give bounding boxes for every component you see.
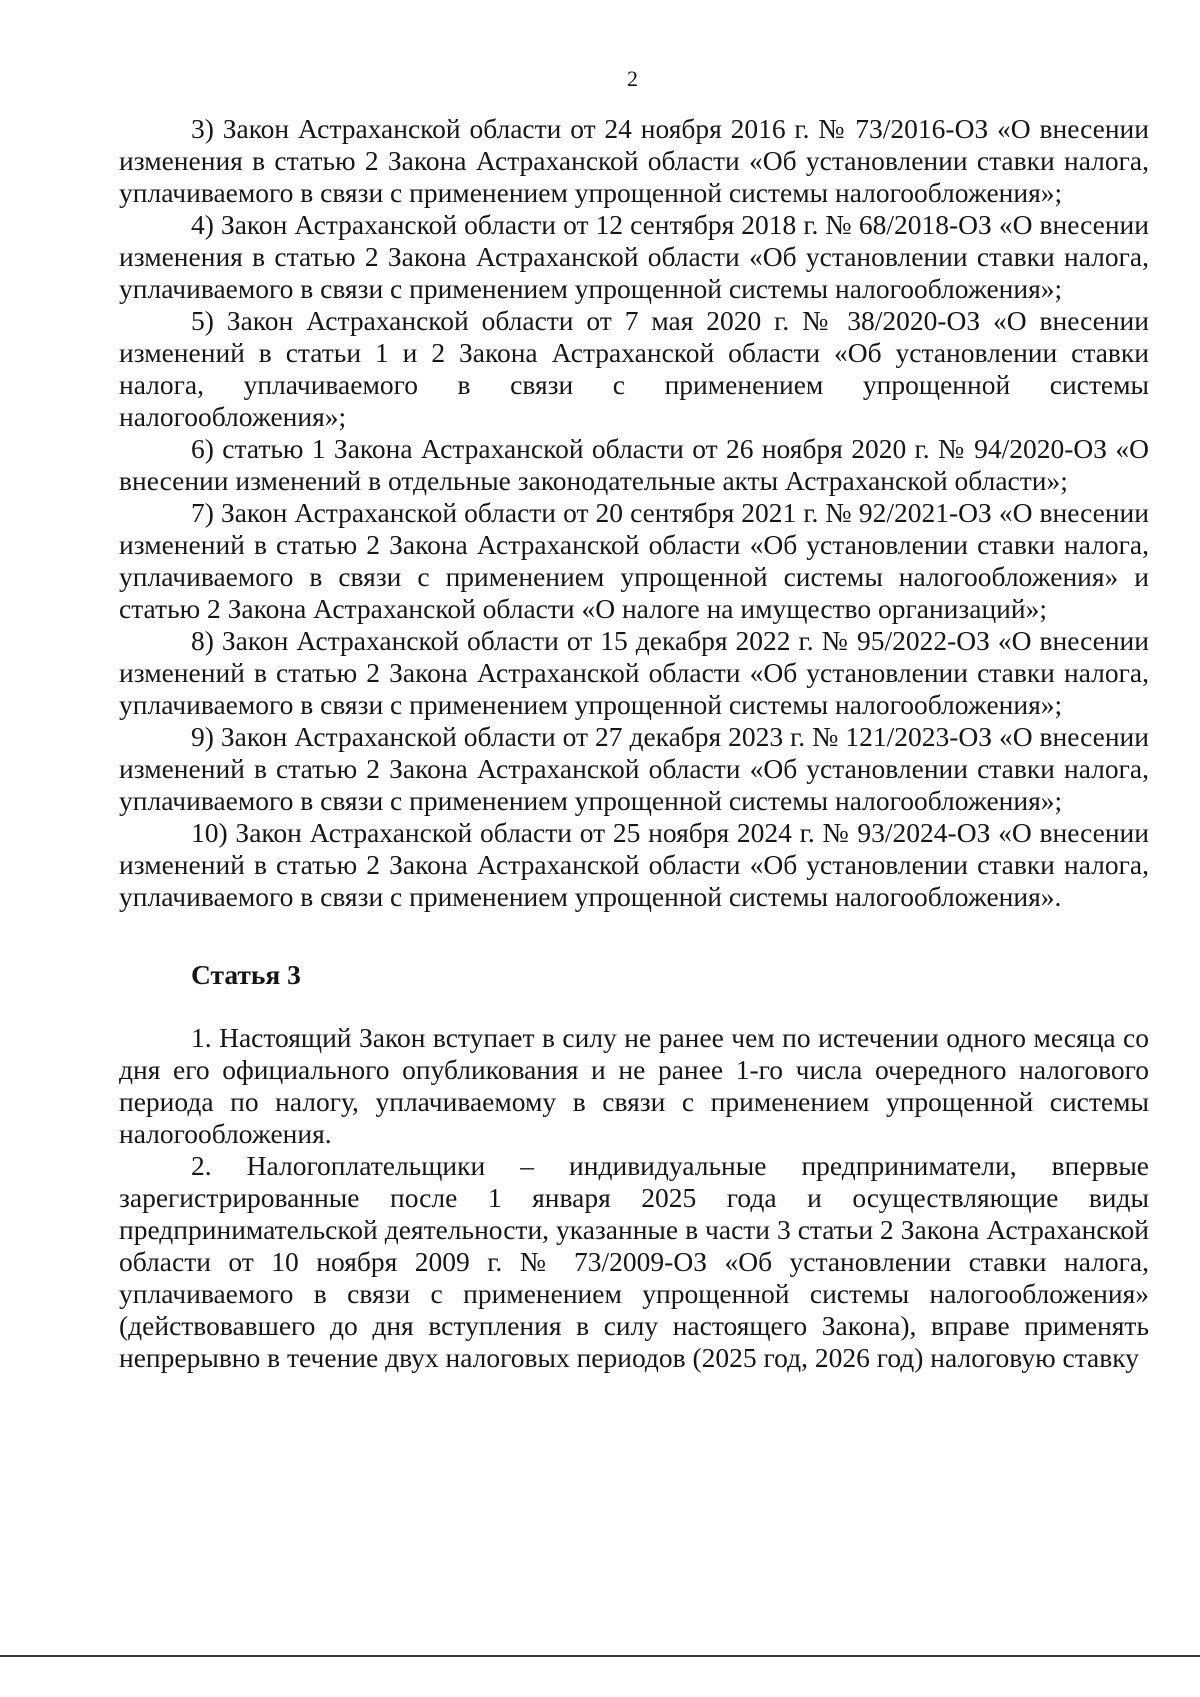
list-item: 4) Закон Астраханской области от 12 сентября 2018 г. № 68/2018-ОЗ «О внесении изменения в статью 2 Закона Астраханской области «Об установлении ставки налога, уплачиваемого в связи с применением упрощенной системы налогообложения»; [119,209,1149,304]
document-body [119,113,1149,1374]
list-item: 6) статью 1 Закона Астраханской области от 26 ноября 2020 г. № 94/2020-ОЗ «О внесении изменений в отдельные законодательные акты Астраханской области»; [119,433,1149,496]
list-item: 10) Закон Астраханской области от 25 ноября 2024 г. № 93/2024-ОЗ «О внесении изменений в статью 2 Закона Астраханской области «Об установлении ставки налога, уплачиваемого в связи с применением упрощенной системы налогообложения». [119,817,1149,912]
list-item: 8) Закон Астраханской области от 15 декабря 2022 г. № 95/2022-ОЗ «О внесении изменений в статью 2 Закона Астраханской области «Об установлении ставки налога, уплачиваемого в связи с применением упрощенной системы налогообложения»; [119,625,1149,720]
list-item: 7) Закон Астраханской области от 20 сентября 2021 г. № 92/2021-ОЗ «О внесении изменений в статью 2 Закона Астраханской области «Об установлении ставки налога, уплачиваемого в связи с применением упрощенной системы налогообложения» и статью 2 Закона Астраханской области «О налоге на имущество организаций»; [119,497,1149,624]
list-item: 3) Закон Астраханской области от 24 ноября 2016 г. № 73/2016-ОЗ «О внесении изменения в статью 2 Закона Астраханской области «Об установлении ставки налога, уплачиваемого в связи с применением упрощенной системы налогообложения»; [119,113,1149,208]
repealed-laws-list [119,113,1149,913]
list-item: 5) Закон Астраханской области от 7 мая 2020 г. № 38/2020-ОЗ «О внесении изменений в статьи 1 и 2 Закона Астраханской области «Об установлении ставки налога, уплачиваемого в связи с применением упрощенной системы налогообложения»; [119,305,1149,432]
page-number: 2 [627,66,638,91]
page-bottom-rule [0,1655,1200,1657]
article-body [119,1022,1149,1374]
list-item: 9) Закон Астраханской области от 27 декабря 2023 г. № 121/2023-ОЗ «О внесении изменений в статью 2 Закона Астраханской области «Об установлении ставки налога, уплачиваемого в связи с применением упрощенной системы налогообложения»; [119,721,1149,816]
article-paragraph: 1. Настоящий Закон вступает в силу не ранее чем по истечении одного месяца со дня его официального опубликования и не ранее 1-го числа очередного налогового периода по налогу, уплачиваемому в связи с применением упрощенной системы налогообложения. [119,1022,1149,1149]
article-paragraph: 2. Налогоплательщики – индивидуальные предприниматели, впервые зарегистрированные после 1 января 2025 года и осуществляющие виды предпринимательской деятельности, указанные в части 3 статьи 2 Закона Астраханской области от 10 ноября 2009 г. № 73/2009-ОЗ «Об установлении ставки налога, уплачиваемого в связи с применением упрощенной системы налогообложения» (действовавшего до дня вступления в силу настоящего Закона), вправе применять непрерывно в течение двух налоговых периодов (2025 год, 2026 год) налоговую ставку [119,1150,1149,1373]
article-heading: Статья 3 [191,959,301,990]
